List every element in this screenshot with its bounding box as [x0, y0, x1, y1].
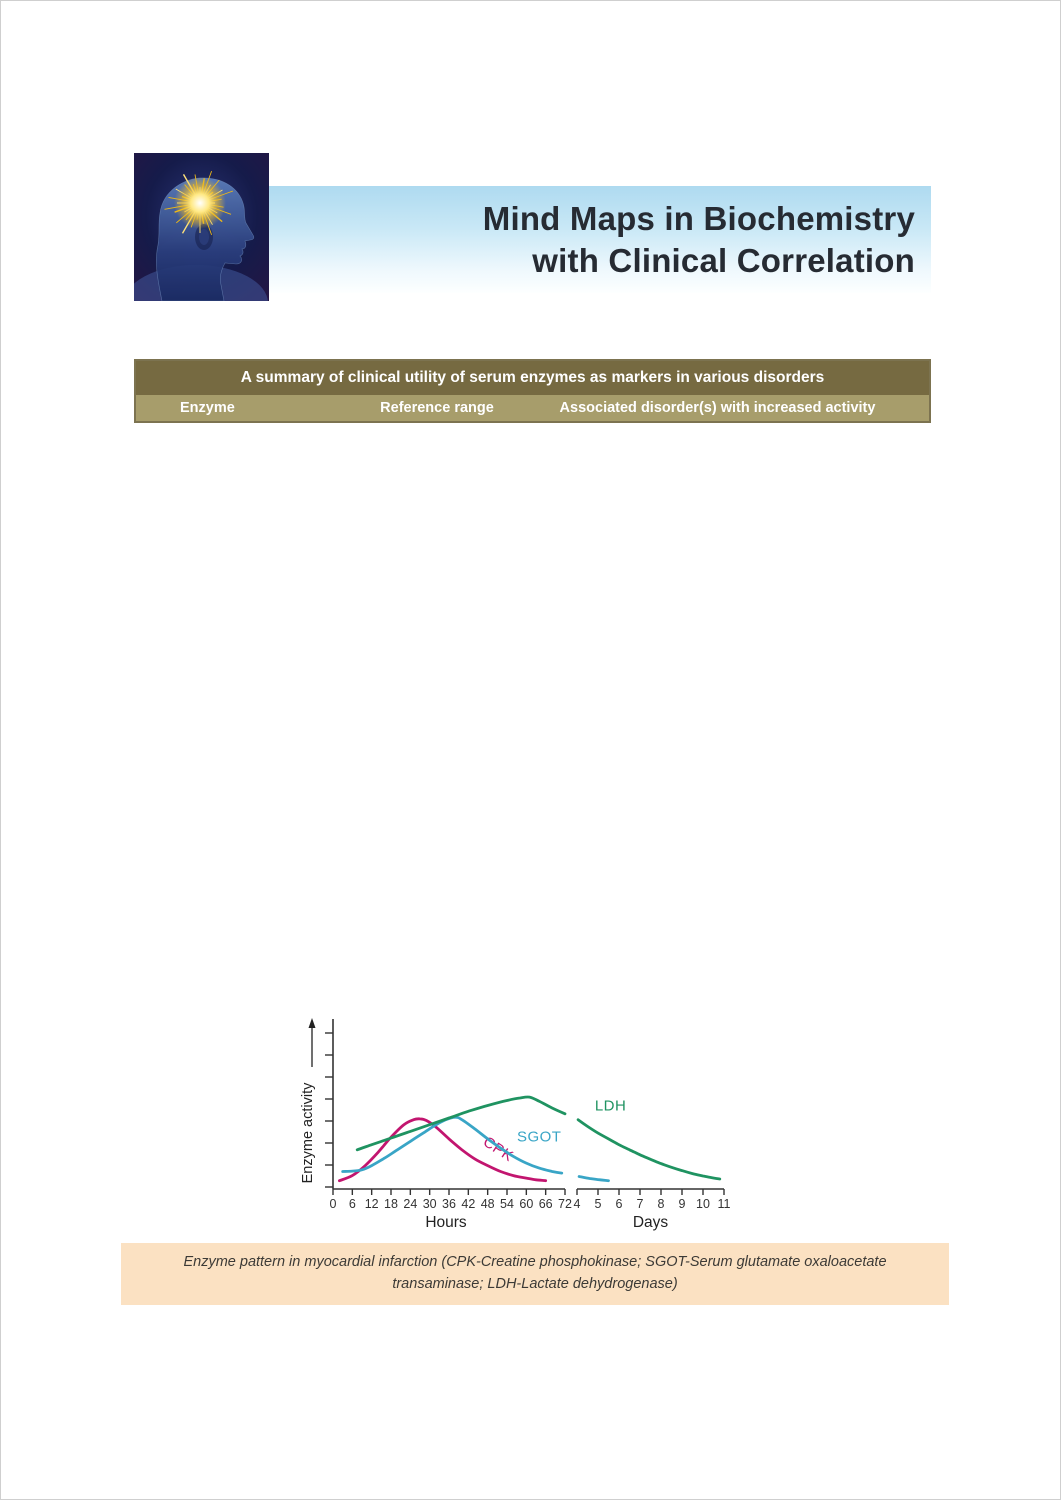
series-label-cpk: CPK [479, 1133, 517, 1166]
table-title: A summary of clinical utility of serum enzymes as markers in various disorders [136, 361, 929, 395]
book-title-line2: with Clinical Correlation [532, 241, 915, 279]
brain-logo [134, 153, 269, 301]
y-axis-label: Enzyme activity [300, 1082, 316, 1184]
y-axis-arrowhead [309, 1018, 316, 1028]
x-tick-label: 42 [461, 1197, 476, 1211]
x-axis-label-days: Days [632, 1214, 669, 1231]
column-header-reference-range: Reference range [380, 400, 494, 416]
x-tick-label: 0 [329, 1197, 337, 1211]
x-tick-label: 5 [594, 1197, 602, 1211]
figure-caption-band [121, 1243, 949, 1305]
column-header-disorders: Associated disorder(s) with increased activity [559, 400, 876, 416]
x-tick-label: 6 [615, 1197, 623, 1211]
x-tick-label: 4 [573, 1197, 581, 1211]
book-title [483, 198, 931, 282]
x-tick-label: 60 [519, 1197, 534, 1211]
title-band [269, 186, 931, 293]
figure-caption: Enzyme pattern in myocardial infarction (CPK-Creatine phosphokinase; SGOT-Serum glutamate oxaloacetate transaminase; LDH-Lactate dehydrogenase) [183, 1254, 887, 1292]
x-tick-label: 10 [696, 1197, 710, 1211]
starburst-core [174, 177, 226, 229]
chart-canvas [288, 1009, 788, 1244]
table-header-row [136, 395, 929, 421]
x-tick-label: 8 [657, 1197, 665, 1211]
series-label-ldh: LDH [594, 1097, 627, 1115]
x-axis-label-hours: Hours [425, 1214, 467, 1231]
enzyme-table [134, 359, 931, 423]
x-tick-label: 12 [364, 1197, 379, 1211]
x-tick-label: 54 [500, 1197, 514, 1211]
column-header-enzyme: Enzyme [180, 400, 235, 416]
book-title-line1: Mind Maps in Biochemistry [482, 199, 915, 237]
brain-logo-graphic [134, 153, 269, 301]
x-tick-label: 9 [678, 1197, 686, 1211]
series-ldh [578, 1120, 720, 1179]
series-label-sgot: SGOT [516, 1128, 562, 1146]
x-tick-label: 66 [538, 1197, 553, 1211]
enzyme-activity-chart [288, 1009, 788, 1244]
x-tick-label: 6 [348, 1197, 356, 1211]
x-tick-label: 11 [717, 1197, 731, 1211]
x-tick-label: 30 [422, 1197, 437, 1211]
x-tick-label: 48 [480, 1197, 495, 1211]
x-tick-label: 24 [403, 1197, 418, 1211]
x-tick-label: 36 [442, 1197, 456, 1211]
ear-inner [199, 229, 209, 245]
x-tick-label: 18 [384, 1197, 398, 1211]
x-tick-label: 72 [558, 1197, 572, 1211]
x-tick-label: 7 [636, 1197, 644, 1211]
series-sgot [579, 1177, 608, 1181]
